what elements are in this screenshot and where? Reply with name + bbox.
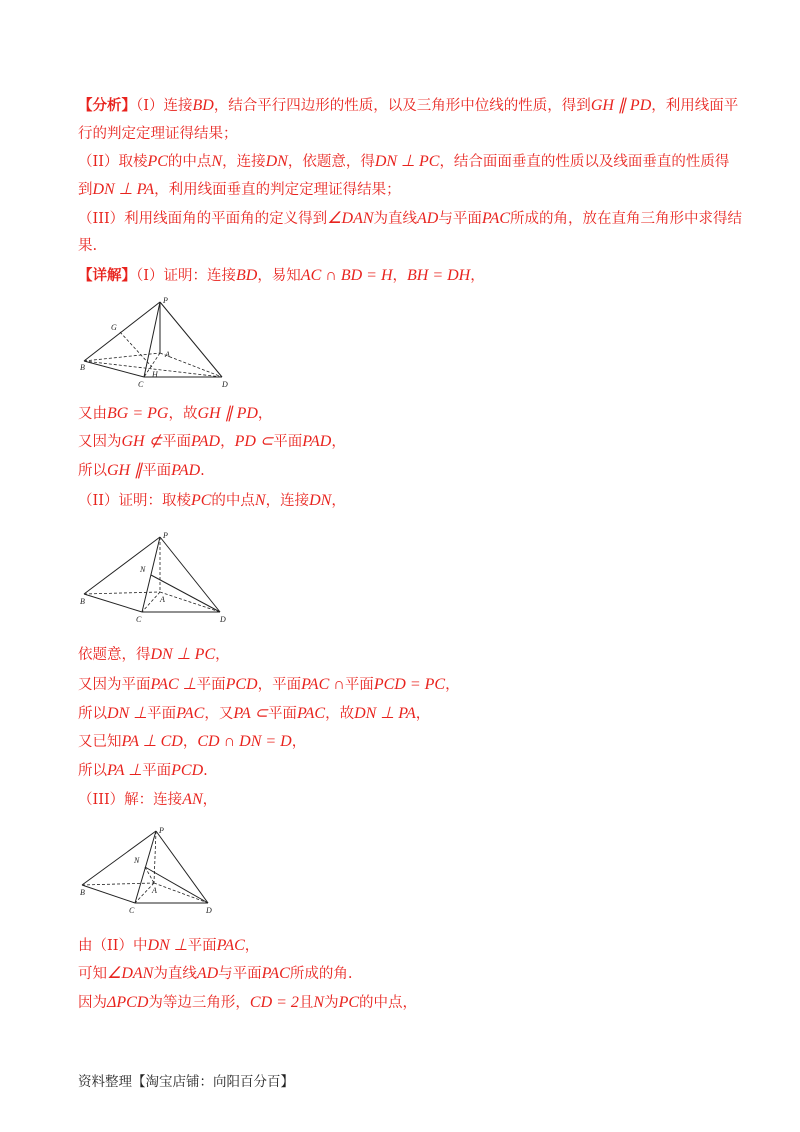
text: 为直线 — [153, 966, 197, 982]
text: 为直线 — [373, 211, 418, 227]
text: 的中点 — [167, 154, 212, 170]
text: 所以 — [78, 706, 107, 722]
text: 因为 — [78, 995, 107, 1011]
figure-3 — [80, 825, 240, 917]
text: ， — [257, 406, 273, 422]
label-a: A — [152, 886, 157, 895]
analysis-line-3 — [78, 152, 729, 172]
text: （I）连接 — [136, 98, 193, 114]
label-a: A — [160, 595, 165, 604]
text: ，连接 — [222, 154, 266, 170]
text: 又因为平面 — [78, 677, 151, 693]
detail-line-7 — [78, 675, 460, 695]
analysis-line-5 — [78, 209, 742, 229]
label-p: P — [163, 296, 168, 305]
text: 可知 — [78, 966, 107, 982]
detail-line-11 — [78, 790, 217, 810]
math: AC ∩ BD = H — [300, 267, 393, 284]
label-a: A — [165, 350, 170, 359]
label-c: C — [129, 906, 135, 915]
math: PA ⊂ — [233, 705, 268, 722]
text: ， — [445, 677, 460, 693]
text: 又因为 — [78, 434, 122, 450]
figure-1 — [80, 295, 240, 391]
pyramid-figure-3 — [80, 825, 240, 917]
text: 平面 — [344, 677, 374, 693]
math: PAC — [176, 705, 205, 722]
math: DN ⊥ PA — [354, 705, 416, 722]
text: 依题意，得 — [78, 647, 151, 663]
label-n: N — [134, 856, 140, 865]
text: . — [200, 463, 205, 479]
label-d: D — [206, 906, 212, 915]
math: DN ⊥ PA — [92, 181, 155, 198]
math: PAC — [296, 705, 326, 722]
math: DN ⊥ — [147, 937, 188, 954]
math: PC — [338, 994, 360, 1011]
math: DN ⊥ PC — [150, 646, 216, 663]
text: ，又 — [204, 706, 234, 722]
text: 又已知 — [78, 734, 122, 750]
detail-line-13 — [78, 964, 352, 984]
label-n: N — [140, 565, 146, 574]
label-p: P — [159, 826, 164, 835]
math: BG = PG — [107, 405, 169, 422]
math: PAC — [481, 210, 511, 227]
text: 的中点 — [211, 493, 255, 509]
math: BD — [192, 97, 214, 114]
text: 到 — [78, 182, 93, 198]
math: PAD — [171, 462, 201, 479]
math: PAD — [302, 433, 332, 450]
text: 平面 — [142, 763, 172, 779]
math: PC — [147, 153, 168, 170]
label-b: B — [80, 888, 85, 897]
text: 所成的角，放在直角三角形中求得结 — [510, 211, 743, 227]
label-c: C — [138, 380, 144, 389]
text: ，易知 — [257, 268, 301, 284]
math: AD — [417, 210, 439, 227]
math: DN ⊥ PC — [374, 153, 440, 170]
math: ∠DAN — [107, 965, 154, 982]
detail-line-1 — [78, 266, 485, 286]
detail-line-8 — [78, 704, 430, 724]
text: ，依题意，得 — [287, 154, 375, 170]
math: PCD — [171, 762, 204, 779]
analysis-line-2 — [78, 124, 238, 144]
text: ， — [215, 647, 230, 663]
math: PAC — [261, 965, 290, 982]
math: PAC ∩ — [301, 676, 345, 693]
text: ， — [220, 434, 235, 450]
analysis-line-4 — [78, 180, 401, 200]
pyramid-figure-2 — [80, 530, 240, 626]
text: 平面 — [162, 434, 192, 450]
label-b: B — [80, 597, 85, 606]
text: 所以 — [78, 463, 107, 479]
text: 所成的角. — [289, 966, 353, 982]
math: PA ⊥ — [107, 762, 143, 779]
label-b: B — [80, 363, 85, 372]
detail-line-12 — [78, 936, 259, 956]
math: BD — [235, 267, 258, 284]
text: 平面 — [273, 434, 303, 450]
math: CD ∩ DN = D — [197, 733, 292, 750]
text: ，连接 — [265, 493, 310, 509]
math: GH ∥ PD — [197, 405, 258, 422]
math: DN — [265, 153, 288, 170]
math: GH ∥ PD — [590, 97, 652, 114]
math: AN — [182, 791, 203, 808]
pyramid-figure-1 — [80, 295, 240, 391]
math: N — [313, 994, 325, 1011]
math: ΔPCD — [107, 994, 149, 1011]
text: （III）解：连接 — [78, 792, 183, 808]
math: N — [254, 492, 266, 509]
text: 由（II）中 — [78, 938, 148, 954]
math: PAD — [191, 433, 221, 450]
math: PCD — [225, 676, 258, 693]
analysis-line-1 — [78, 96, 738, 116]
text: ， — [415, 706, 431, 722]
text: 与平面 — [218, 966, 262, 982]
math: GH ⊄ — [121, 433, 163, 450]
math: AD — [196, 965, 219, 982]
label-g: G — [111, 323, 117, 332]
detail-line-14 — [78, 993, 417, 1013]
math: PA ⊥ CD — [121, 733, 183, 750]
text: 的中点， — [359, 995, 418, 1011]
math: PAC ⊥ — [150, 676, 197, 693]
text: . — [203, 763, 208, 779]
text: （II）取棱 — [78, 154, 148, 170]
text: 行的判定定理证得结果； — [78, 126, 238, 142]
text: ，故 — [168, 406, 198, 422]
detail-tag: 【详解】 — [78, 267, 136, 284]
math: BH = DH — [407, 267, 471, 284]
label-d: D — [222, 380, 228, 389]
text: ， — [470, 268, 485, 284]
math: PD ⊂ — [234, 433, 274, 450]
text: ，结合面面垂直的性质以及线面垂直的性质得 — [439, 154, 730, 170]
text: （III）利用线面角的平面角的定义得到 — [78, 211, 328, 227]
text: ，利用线面垂直的判定定理证得结果； — [154, 182, 401, 198]
text: ， — [182, 734, 198, 750]
text: ，结合平行四边形的性质，以及三角形中位线的性质，得到 — [213, 98, 591, 114]
math: GH ∥ — [107, 462, 143, 479]
detail-line-2 — [78, 404, 272, 424]
text: 为 — [324, 995, 339, 1011]
text: 为等边三角形， — [148, 995, 250, 1011]
analysis-line-6 — [78, 236, 97, 256]
math: ∠DAN — [327, 210, 374, 227]
text: ， — [392, 268, 407, 284]
text: ， — [291, 734, 307, 750]
text: 且 — [298, 995, 314, 1011]
math: PAC — [216, 937, 245, 954]
text: 又由 — [78, 406, 107, 422]
text: 与平面 — [438, 211, 482, 227]
text: 果. — [78, 238, 98, 254]
text: ，故 — [325, 706, 355, 722]
analysis-tag: 【分析】 — [78, 97, 136, 114]
label-h: H — [152, 370, 158, 379]
detail-line-9 — [78, 732, 306, 752]
text: ， — [244, 938, 260, 954]
detail-line-5 — [78, 491, 346, 511]
text: 平面 — [196, 677, 226, 693]
text: 平面 — [142, 463, 172, 479]
figure-2 — [80, 530, 240, 626]
math: DN — [309, 492, 332, 509]
label-p: P — [163, 531, 168, 540]
text: ，平面 — [257, 677, 302, 693]
text: 所以 — [78, 763, 107, 779]
text: ， — [202, 792, 218, 808]
detail-line-3 — [78, 432, 346, 452]
detail-line-6 — [78, 645, 230, 665]
text: 平面 — [187, 938, 217, 954]
text: ，利用线面平 — [651, 98, 739, 114]
text: 平面 — [147, 706, 177, 722]
math: PCD = PC — [373, 676, 446, 693]
detail-line-10 — [78, 761, 208, 781]
text: （I）证明：连接 — [136, 268, 236, 284]
math: CD = 2 — [249, 994, 299, 1011]
page-footer: 资料整理【淘宝店铺：向阳百分百】 — [78, 1074, 294, 1090]
label-c: C — [136, 615, 142, 624]
math: DN ⊥ — [107, 705, 148, 722]
math: PC — [190, 492, 212, 509]
text: （II）证明：取棱 — [78, 493, 191, 509]
text: 平面 — [267, 706, 297, 722]
math: N — [211, 153, 223, 170]
detail-line-4 — [78, 461, 205, 481]
text: ， — [331, 493, 346, 509]
text: ， — [331, 434, 346, 450]
label-d: D — [220, 615, 226, 624]
